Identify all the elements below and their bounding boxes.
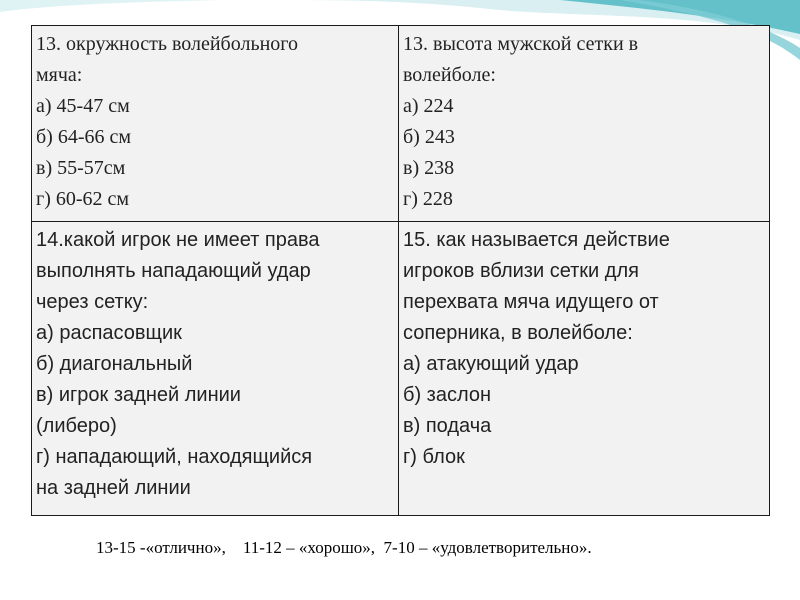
- answer-option: а) 45-47 см: [36, 95, 130, 117]
- question-text: 14.какой игрок не имеет права: [36, 229, 320, 251]
- answer-option: в) 238: [403, 157, 455, 179]
- answer-option: на задней линии: [36, 477, 191, 499]
- question-text: мяча:: [36, 64, 83, 86]
- question-text: соперника, в волейболе:: [403, 322, 633, 344]
- grading-scale: 13-15 -«отлично», 11-12 – «хорошо», 7-10 – «удовлетворительно».: [96, 538, 592, 557]
- table-row: [32, 26, 770, 222]
- quiz-table: [31, 25, 770, 516]
- question-text: игроков вблизи сетки для: [403, 260, 639, 282]
- answer-option: в) 55-57см: [36, 157, 126, 179]
- question-text: 15. как называется действие: [403, 229, 670, 251]
- answer-option: г) 228: [403, 188, 453, 210]
- answer-option: а) атакующий удар: [403, 353, 579, 375]
- answer-option: а) распасовщик: [36, 322, 182, 344]
- question-13-circumference: [32, 26, 399, 222]
- answer-option: б) заслон: [403, 384, 492, 406]
- answer-option: б) диагональный: [36, 353, 193, 375]
- table-row: [32, 222, 770, 516]
- question-text: волейболе:: [403, 64, 496, 86]
- answer-option: в) игрок задней линии: [36, 384, 241, 406]
- question-text: через сетку:: [36, 291, 149, 313]
- answer-option: г) 60-62 см: [36, 188, 130, 210]
- question-text: перехвата мяча идущего от: [403, 291, 659, 313]
- answer-option: а) 224: [403, 95, 454, 117]
- question-text: 13. окружность волейбольного: [36, 33, 298, 55]
- question-text: 13. высота мужской сетки в: [403, 33, 639, 55]
- question-14-attacking-player: [32, 222, 399, 516]
- answer-option: (либеро): [36, 415, 117, 437]
- answer-option: б) 64-66 см: [36, 126, 132, 148]
- answer-option: в) подача: [403, 415, 492, 437]
- question-15-net-action: [399, 222, 770, 516]
- answer-option: б) 243: [403, 126, 455, 148]
- question-13-net-height: [399, 26, 770, 222]
- answer-option: г) блок: [403, 446, 465, 468]
- question-text: выполнять нападающий удар: [36, 260, 311, 282]
- answer-option: г) нападающий, находящийся: [36, 446, 313, 468]
